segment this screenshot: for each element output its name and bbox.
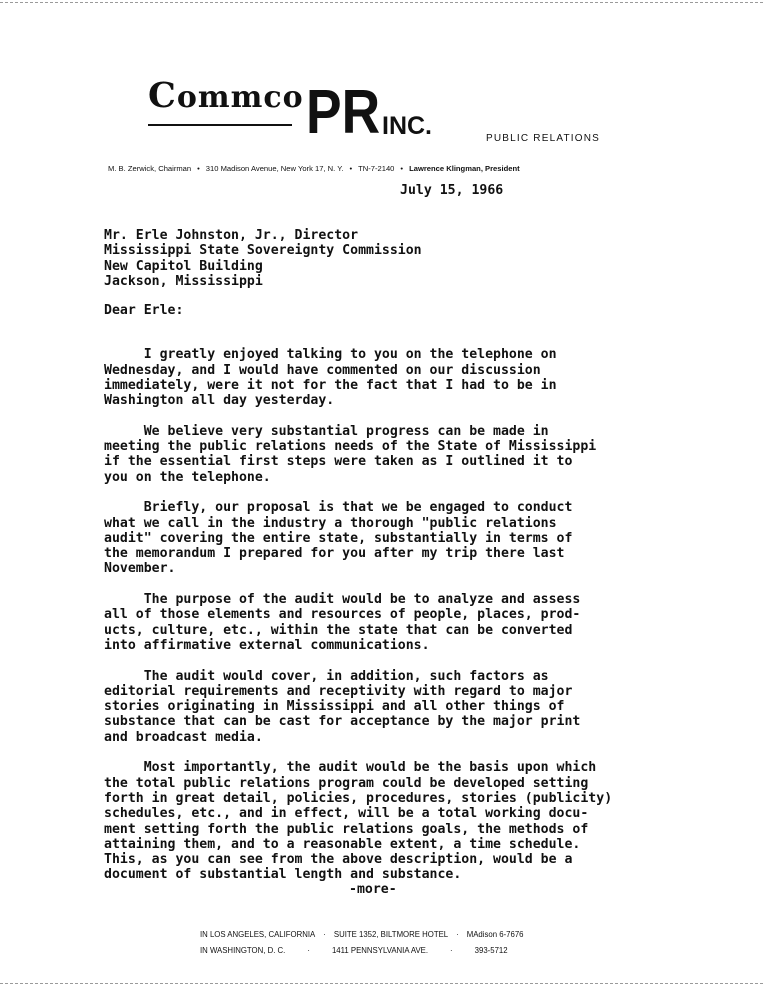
inside-address — [104, 228, 422, 289]
dot-separator: · — [450, 946, 453, 955]
paragraph: The audit would cover, in addition, such factors as editorial requirements and receptivity with regard to major stories originating in Mississippi and all other things of substance that can be cast for acceptance by the major print and broadcast media. — [104, 668, 581, 745]
paragraph: I greatly enjoyed talking to you on the telephone on Wednesday, and I would have commented on our discussion immediately, were it not for the fact that I had to be in Washington all day yesterday. — [104, 347, 557, 409]
company-phone: TN-7-2140 — [358, 164, 395, 173]
paragraph: Most importantly, the audit would be the basis upon which the total public relations program could be developed setting forth in great detail, policies, procedures, stories (publicity) schedules, etc., and in effect, will be a total working docu- ment setting forth the public relations goals, the methods of attaining them, and to a reasonable extent, a time schedule. This, as you can see from the above description, would be a document of substantial length and substance. — [104, 760, 613, 883]
pr-logo: PR — [306, 78, 381, 147]
salutation: Dear Erle: — [104, 303, 184, 318]
bottom-perforation — [0, 983, 763, 984]
public-relations-label: PUBLIC RELATIONS — [486, 133, 601, 144]
footer-los-angeles — [200, 931, 580, 939]
bullet-separator: • — [349, 164, 353, 173]
chairman: M. B. Zerwick, Chairman — [108, 164, 192, 173]
footer-dc-city: IN WASHINGTON, D. C. — [200, 946, 286, 955]
footer-washington — [200, 947, 580, 955]
company-address: 310 Madison Avenue, New York 17, N. Y. — [205, 164, 344, 173]
footer-dc-phone: 393-5712 — [474, 946, 508, 955]
president: Lawrence Klingman, President — [409, 164, 520, 173]
company-name-rest: ommco — [176, 80, 304, 115]
address-line: Mr. Erle Johnston, Jr., Director — [104, 228, 359, 243]
inc-label: INC. — [382, 112, 432, 140]
dot-separator: · — [307, 946, 310, 955]
paragraph: We believe very substantial progress can be made in meeting the public relations needs of the State of Mississippi if the essential first steps were taken as I outlined it to you on the telephone. — [104, 423, 597, 485]
dot-separator: · — [323, 930, 326, 939]
footer-dc-address: 1411 PENNSYLVANIA AVE. — [331, 946, 429, 955]
top-perforation — [0, 2, 763, 3]
paragraph: The purpose of the audit would be to analyze and assess all of those elements and resources of people, places, prod- ucts, culture, etc., within the state that can be converted into affirmative external communications. — [104, 592, 581, 653]
paragraph: Briefly, our proposal is that we be engaged to conduct what we call in the industry a thorough "public relations audit" covering the entire state, substantially in terms of the memorandum I prepared for you after my trip there last November. — [104, 500, 573, 577]
footer-la-phone: MAdison 6-7676 — [466, 930, 524, 939]
company-initial: C — [148, 75, 177, 116]
address-line: Mississippi State Sovereignty Commission — [104, 243, 422, 259]
continued-marker: -more- — [349, 882, 397, 897]
footer-la-address: SUITE 1352, BILTMORE HOTEL — [333, 930, 449, 939]
letter-body — [104, 332, 612, 913]
dot-separator: · — [456, 930, 459, 939]
address-line: New Capitol Building — [104, 258, 263, 274]
letterhead-address-line — [108, 164, 648, 174]
letter-date: July 15, 1966 — [400, 183, 504, 198]
company-name-underline — [148, 124, 292, 126]
footer-la-city: IN LOS ANGELES, CALIFORNIA — [200, 930, 316, 939]
company-name — [148, 75, 304, 116]
bullet-separator: • — [400, 164, 404, 173]
address-line: Jackson, Mississippi — [104, 273, 263, 289]
bullet-separator: • — [197, 164, 200, 173]
